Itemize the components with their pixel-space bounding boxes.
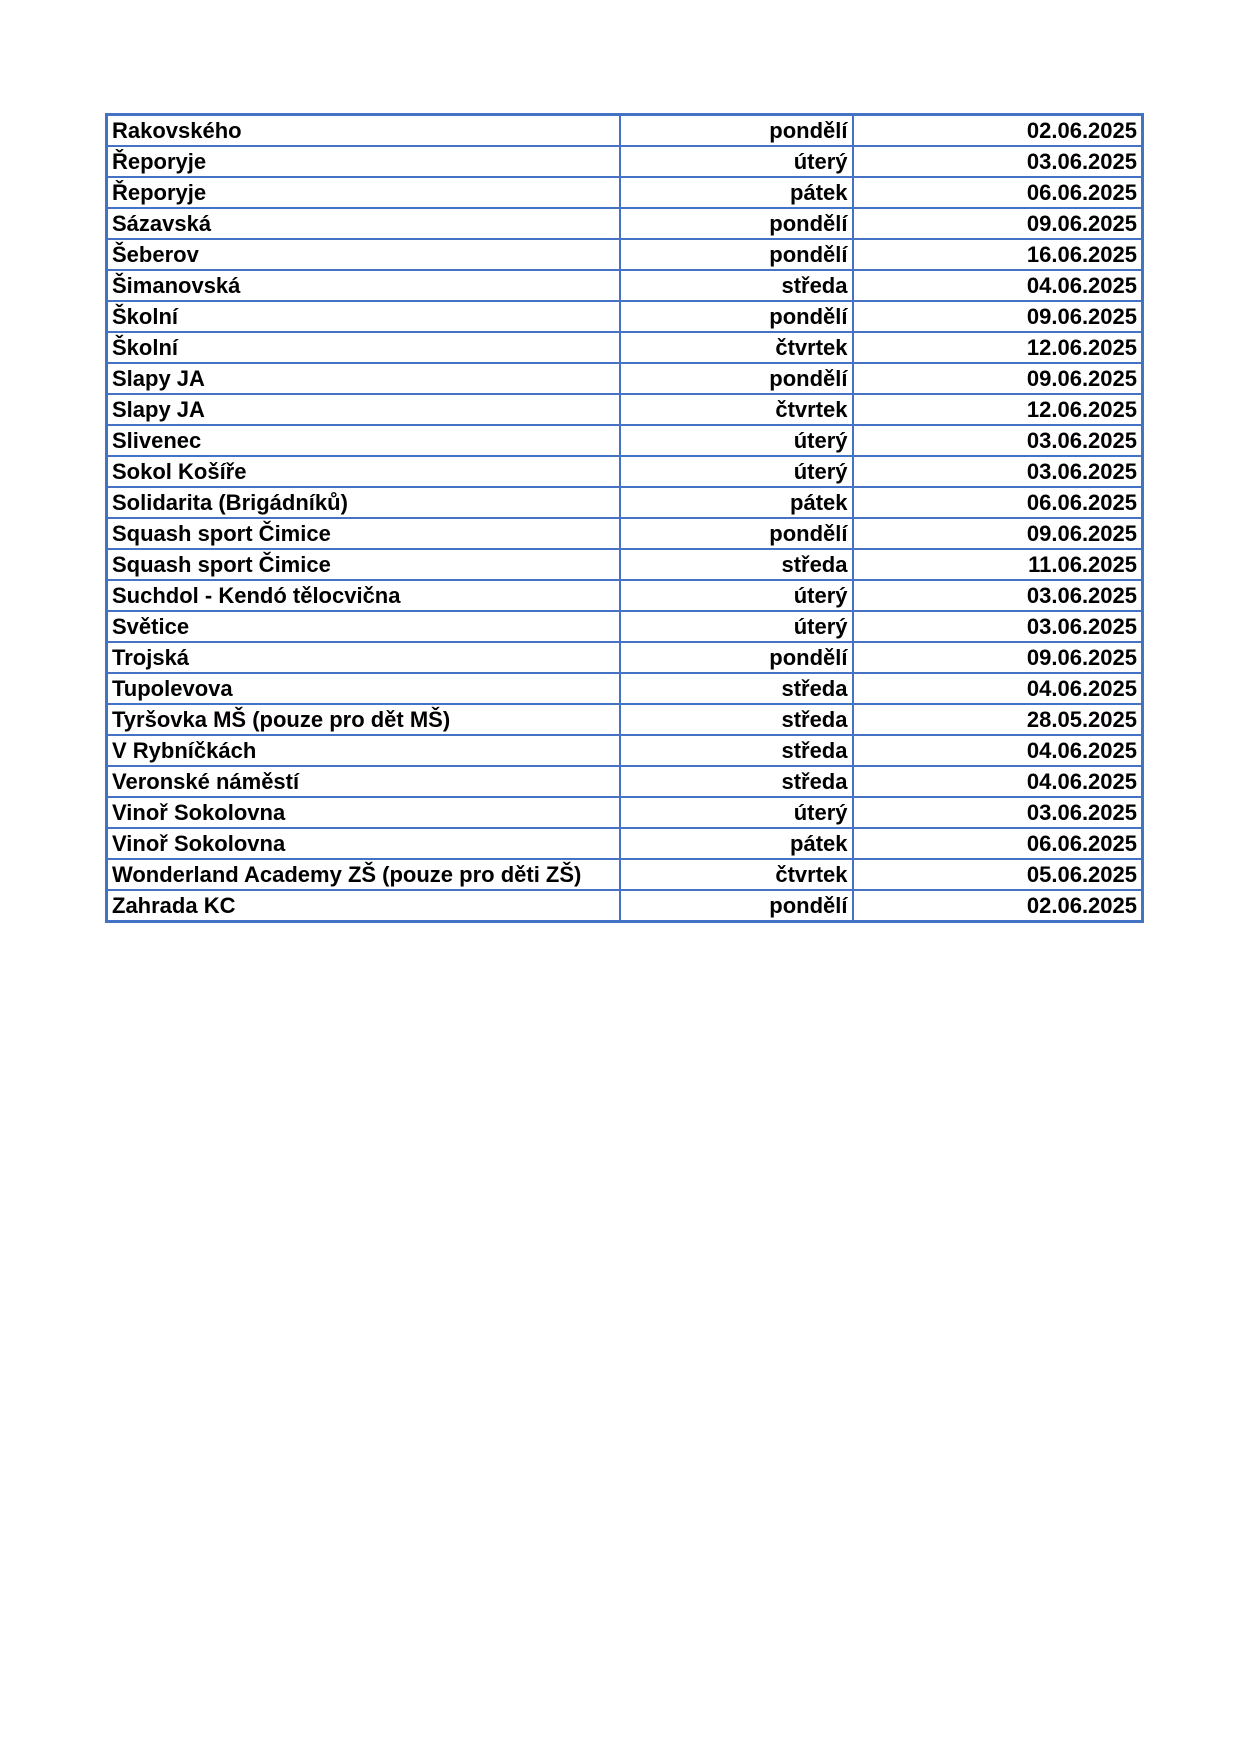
schedule-table	[105, 113, 1144, 923]
date-cell: 04.06.2025	[853, 270, 1143, 301]
weekday-cell: pondělí	[620, 890, 853, 922]
location-cell: Tyršovka MŠ (pouze pro dět MŠ)	[107, 704, 620, 735]
table-row	[107, 394, 1143, 425]
location-cell: Slapy JA	[107, 394, 620, 425]
table-row	[107, 239, 1143, 270]
weekday-cell: úterý	[620, 797, 853, 828]
schedule-table-body	[107, 115, 1143, 922]
date-cell: 06.06.2025	[853, 177, 1143, 208]
table-row	[107, 177, 1143, 208]
table-row	[107, 704, 1143, 735]
location-cell: Wonderland Academy ZŠ (pouze pro děti ZŠ)	[107, 859, 620, 890]
weekday-cell: středa	[620, 549, 853, 580]
location-cell: Slapy JA	[107, 363, 620, 394]
date-cell: 06.06.2025	[853, 487, 1143, 518]
date-cell: 02.06.2025	[853, 890, 1143, 922]
weekday-cell: úterý	[620, 146, 853, 177]
weekday-cell: středa	[620, 270, 853, 301]
table-row	[107, 301, 1143, 332]
weekday-cell: čtvrtek	[620, 332, 853, 363]
location-cell: Světice	[107, 611, 620, 642]
location-cell: Slivenec	[107, 425, 620, 456]
location-cell: Řeporyje	[107, 146, 620, 177]
date-cell: 03.06.2025	[853, 611, 1143, 642]
location-cell: Veronské náměstí	[107, 766, 620, 797]
date-cell: 09.06.2025	[853, 642, 1143, 673]
table-row	[107, 487, 1143, 518]
location-cell: Suchdol - Kendó tělocvična	[107, 580, 620, 611]
date-cell: 03.06.2025	[853, 146, 1143, 177]
date-cell: 03.06.2025	[853, 456, 1143, 487]
date-cell: 11.06.2025	[853, 549, 1143, 580]
weekday-cell: pátek	[620, 487, 853, 518]
date-cell: 09.06.2025	[853, 363, 1143, 394]
table-row	[107, 425, 1143, 456]
weekday-cell: středa	[620, 735, 853, 766]
date-cell: 03.06.2025	[853, 580, 1143, 611]
location-cell: Šimanovská	[107, 270, 620, 301]
location-cell: Trojská	[107, 642, 620, 673]
table-row	[107, 332, 1143, 363]
weekday-cell: středa	[620, 704, 853, 735]
weekday-cell: pátek	[620, 828, 853, 859]
date-cell: 09.06.2025	[853, 208, 1143, 239]
table-row	[107, 208, 1143, 239]
table-row	[107, 580, 1143, 611]
date-cell: 16.06.2025	[853, 239, 1143, 270]
table-row	[107, 890, 1143, 922]
weekday-cell: středa	[620, 673, 853, 704]
date-cell: 03.06.2025	[853, 425, 1143, 456]
weekday-cell: středa	[620, 766, 853, 797]
date-cell: 04.06.2025	[853, 735, 1143, 766]
location-cell: Squash sport Čimice	[107, 518, 620, 549]
location-cell: Rakovského	[107, 115, 620, 147]
date-cell: 04.06.2025	[853, 766, 1143, 797]
weekday-cell: pondělí	[620, 363, 853, 394]
location-cell: Šeberov	[107, 239, 620, 270]
table-row	[107, 270, 1143, 301]
date-cell: 09.06.2025	[853, 518, 1143, 549]
date-cell: 03.06.2025	[853, 797, 1143, 828]
weekday-cell: pondělí	[620, 518, 853, 549]
weekday-cell: úterý	[620, 580, 853, 611]
date-cell: 04.06.2025	[853, 673, 1143, 704]
date-cell: 12.06.2025	[853, 394, 1143, 425]
location-cell: Sázavská	[107, 208, 620, 239]
location-cell: V Rybníčkách	[107, 735, 620, 766]
table-row	[107, 766, 1143, 797]
location-cell: Zahrada KC	[107, 890, 620, 922]
location-cell: Vinoř Sokolovna	[107, 828, 620, 859]
location-cell: Sokol Košíře	[107, 456, 620, 487]
weekday-cell: úterý	[620, 425, 853, 456]
date-cell: 05.06.2025	[853, 859, 1143, 890]
location-cell: Řeporyje	[107, 177, 620, 208]
table-row	[107, 859, 1143, 890]
date-cell: 28.05.2025	[853, 704, 1143, 735]
table-row	[107, 611, 1143, 642]
table-row	[107, 518, 1143, 549]
weekday-cell: pátek	[620, 177, 853, 208]
date-cell: 09.06.2025	[853, 301, 1143, 332]
table-row	[107, 797, 1143, 828]
location-cell: Školní	[107, 301, 620, 332]
table-row	[107, 642, 1143, 673]
location-cell: Vinoř Sokolovna	[107, 797, 620, 828]
weekday-cell: pondělí	[620, 301, 853, 332]
table-row	[107, 735, 1143, 766]
weekday-cell: čtvrtek	[620, 394, 853, 425]
location-cell: Školní	[107, 332, 620, 363]
table-row	[107, 115, 1143, 147]
table-row	[107, 146, 1143, 177]
date-cell: 06.06.2025	[853, 828, 1143, 859]
date-cell: 02.06.2025	[853, 115, 1143, 147]
table-row	[107, 456, 1143, 487]
date-cell: 12.06.2025	[853, 332, 1143, 363]
table-row	[107, 549, 1143, 580]
weekday-cell: pondělí	[620, 115, 853, 147]
location-cell: Tupolevova	[107, 673, 620, 704]
table-row	[107, 673, 1143, 704]
weekday-cell: úterý	[620, 456, 853, 487]
location-cell: Squash sport Čimice	[107, 549, 620, 580]
location-cell: Solidarita (Brigádníků)	[107, 487, 620, 518]
weekday-cell: úterý	[620, 611, 853, 642]
table-row	[107, 363, 1143, 394]
table-row	[107, 828, 1143, 859]
weekday-cell: pondělí	[620, 208, 853, 239]
weekday-cell: pondělí	[620, 642, 853, 673]
weekday-cell: pondělí	[620, 239, 853, 270]
weekday-cell: čtvrtek	[620, 859, 853, 890]
